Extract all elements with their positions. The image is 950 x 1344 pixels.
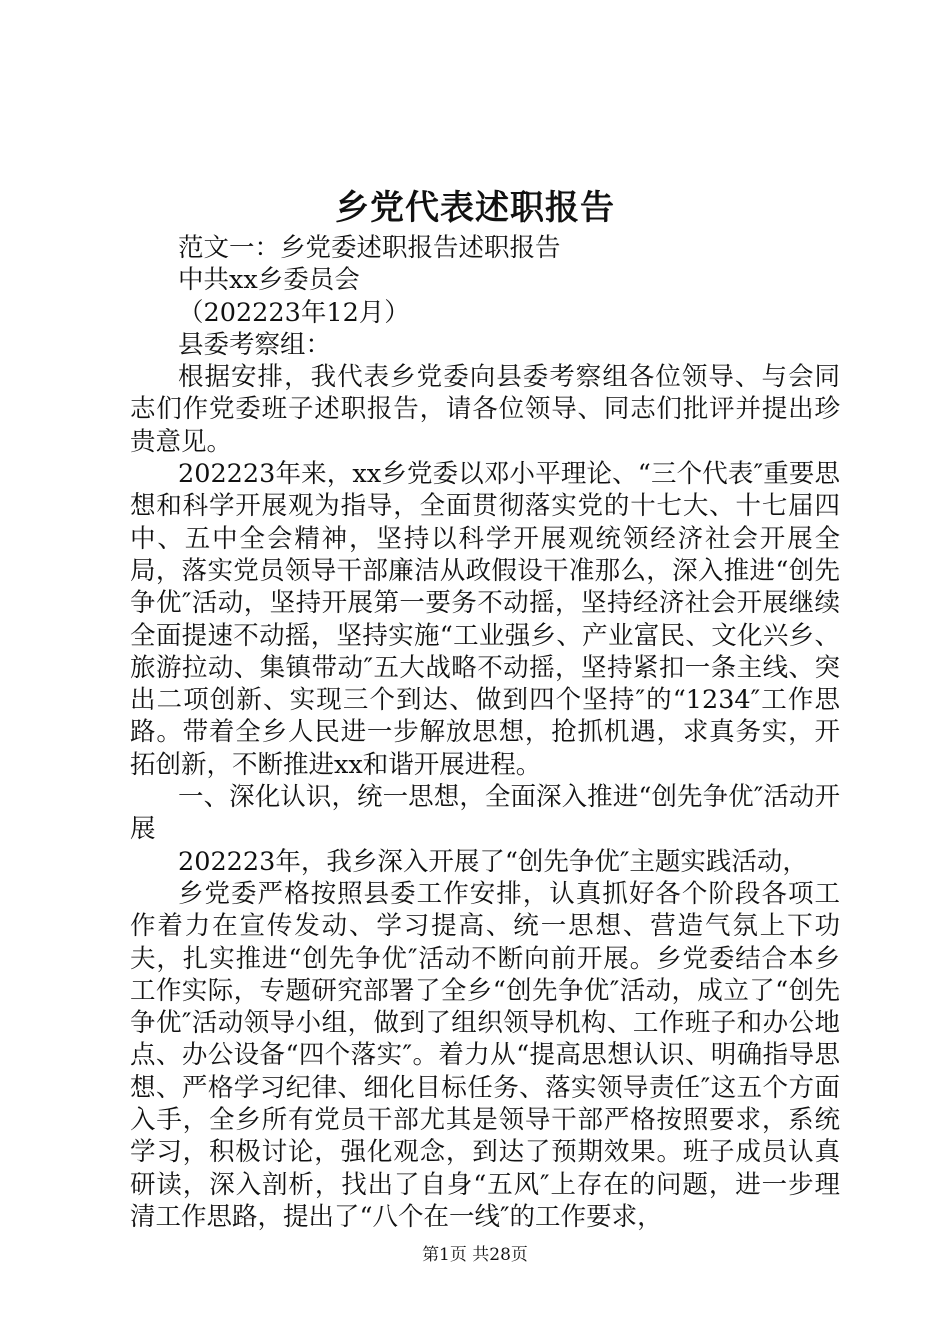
paragraph: 范文一：乡党委述职报告述职报告 xyxy=(178,233,561,263)
paragraph: 202223年来，xx乡党委以邓小平理论、“三个代表″重要思想和科学开展观为指导，全面贯彻落实党的十七大、十七届四中、五中全会精神，坚持以科学开展观统领经济社会开展全局，落实党员领导干部廉洁从政假设干准那么，深入推进“创先争优″活动，坚持开展第一要务不动摇，坚持经济社会开展继续全面提速不动摇，坚持实施“工业强乡、产业富民、文化兴乡、旅游拉动、集镇带动″五大战略不动摇，坚持紧扣一条主线、突出二项创新、实现三个到达、做到四个坚持″的“1234″工作思路。带着全乡人民进一步解放思想，抢抓机遇，求真务实，开拓创新，不断推进xx和谐开展进程。 xyxy=(130,459,840,780)
paragraph: （202223年12月） xyxy=(178,297,410,328)
page-footer: 第1页 共28页 xyxy=(422,1245,528,1265)
paragraph: 乡党委严格按照县委工作安排，认真抓好各个阶段各项工作着力在宣传发动、学习提高、统一思想、营造气氛上下功夫，扎实推进“创先争优″活动不断向前开展。乡党委结合本乡工作实际，专题研究部署了全乡“创先争优″活动，成立了“创先争优″活动领导小组，做到了组织领导机构、工作班子和办公地点、办公设备“四个落实″。着力从“提高思想认识、明确指导思想、严格学习纪律、细化目标任务、落实领导责任″这五个方面入手，全乡所有党员干部尤其是领导干部严格按照要求，系统学习，积极讨论，强化观念，到达了预期效果。班子成员认真研读，深入剖析，找出了自身“五风″上存在的问题，进一步理清工作思路，提出了“八个在一线″的工作要求， xyxy=(130,878,840,1232)
document-title: 乡党代表述职报告 xyxy=(335,188,615,228)
paragraph: 202223年，我乡深入开展了“创先争优″主题实践活动， xyxy=(178,846,808,877)
paragraph: 一、深化认识，统一思想，全面深入推进“创先争优″活动开展 xyxy=(130,782,840,845)
paragraph: 中共xx乡委员会 xyxy=(178,265,360,296)
document-body xyxy=(130,232,840,1233)
paragraph: 根据安排，我代表乡党委向县委考察组各位领导、与会同志们作党委班子述职报告，请各位领导、同志们批评并提出珍贵意见。 xyxy=(130,362,840,457)
paragraph: 县委考察组： xyxy=(178,329,332,360)
